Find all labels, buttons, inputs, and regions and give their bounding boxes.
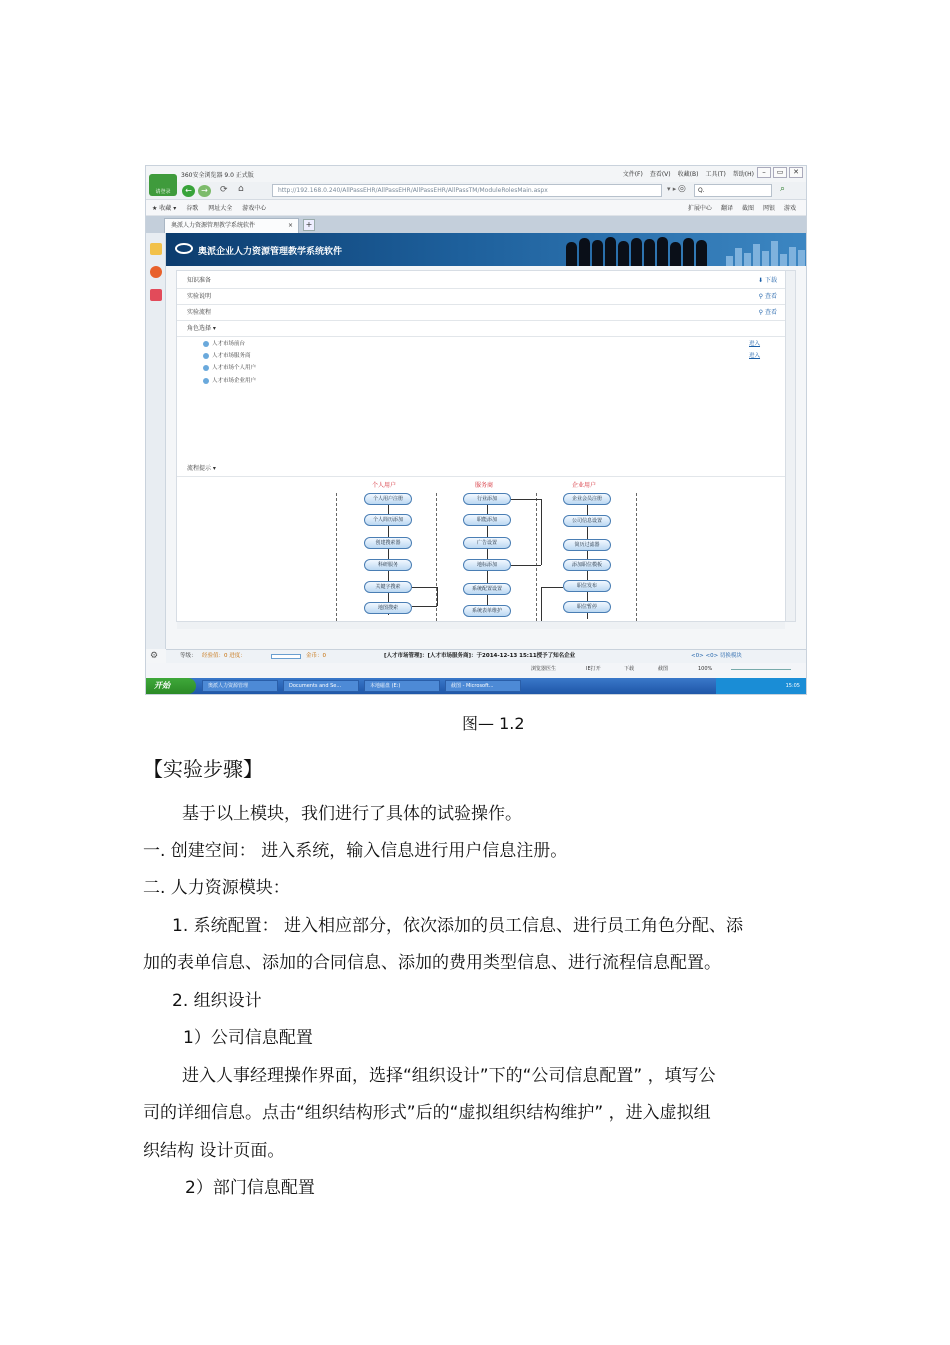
browser-logo[interactable] [149,174,177,196]
sidebar-weibo-icon[interactable] [150,266,162,278]
banner-city-graphic [726,239,806,266]
browser-title: 360安全浏览器 9.0 正式版 [181,172,254,179]
settings-gear-icon[interactable]: ⚙ [150,651,159,661]
gold-label: 金币：0 [306,653,326,659]
figure-caption: 图— 1.2 [462,714,525,733]
task-item[interactable]: Documents and Se... [283,680,359,692]
tab-main[interactable] [164,218,299,233]
refresh-icon[interactable]: ⟳ [220,185,228,195]
flow-node[interactable]: 关键字搜索 [364,581,412,593]
sidebar-app-icon[interactable] [150,289,162,301]
tool-screenshot[interactable]: 截图 [741,205,754,212]
tab-close-icon[interactable]: × [287,222,293,229]
task-item[interactable]: 本地磁盘 (E:) [364,680,440,692]
browser-sidebar [146,233,166,649]
flow-header-service: 服务商 [475,482,494,489]
paragraph-line: 1. 系统配置： 进入相应部分，依次添加的员工信息、进行员工角色分配、添 [172,916,744,936]
section-heading: 【实验步骤】 [143,757,263,781]
flow-connector [511,565,541,566]
menu-file[interactable]: 文件(F) [622,171,643,178]
paragraph-line: 进入人事经理操作界面，选择“组织设计”下的“公司信息配置” ，填写公 [182,1066,716,1086]
favorites-menu[interactable]: ★ 收藏 ▾ [152,205,177,212]
app-title: 奥派企业人力资源管理教学系统软件 [198,247,343,257]
browser-tools [688,203,806,212]
enter-link[interactable]: 进入 [749,353,761,359]
start-button[interactable]: 开始 [146,678,196,694]
vertical-scrollbar[interactable] [785,271,795,621]
task-item[interactable]: 截图 - Microsoft... [445,680,521,692]
enter-link[interactable]: 进入 [749,341,761,347]
tool-games[interactable]: 游戏 [783,205,796,212]
flow-divider [336,493,337,621]
role-item[interactable]: 人才市场企业用户 [203,376,256,384]
tool-extensions[interactable]: 扩展中心 [687,205,712,212]
menu-tools[interactable]: 工具(T) [705,171,726,178]
zoom-level[interactable]: 100% [698,666,713,672]
app-logo-icon [175,243,193,254]
switch-module[interactable]: <0> <0> 切换模块 [691,653,742,659]
status-download[interactable]: 下载 [624,666,635,672]
flow-node[interactable]: 公司信息设置 [563,515,611,527]
browser-navbar [146,182,806,200]
row-label: 实验流程 [187,309,212,316]
paragraph-line: 基于以上模块，我们进行了具体的试验操作。 [182,804,522,824]
task-item[interactable]: 奥派人力资源管理 [202,680,278,692]
menu-favorites[interactable]: 收藏(B) [677,171,699,178]
flow-connector [437,587,438,606]
home-icon[interactable]: ⌂ [238,184,244,194]
role-item[interactable]: 人才市场前台 [203,339,245,347]
url-dropdown-icon[interactable]: ▾ ▸ [667,185,677,193]
horizontal-scrollbar[interactable] [177,621,785,629]
back-arrow-icon[interactable]: ← [182,185,195,197]
browser-statusbar [146,663,806,677]
flow-node[interactable]: 科研服务 [364,559,412,571]
flow-connector [541,587,542,621]
flow-node[interactable]: 职能添加 [463,514,511,526]
embedded-screenshot [145,165,807,695]
level-label: 等级： [180,653,197,659]
flow-node[interactable]: 职位暂停 [563,601,611,613]
favorite-directory[interactable]: 网址大全 [208,205,233,212]
flow-node[interactable]: 企业会员注册 [563,493,611,505]
tool-translate[interactable]: 翻译 [720,205,733,212]
status-screenshot[interactable]: 截图 [658,666,669,672]
row-label: 实验说明 [187,293,212,300]
paragraph-line: 织结构 设计页面。 [143,1141,285,1161]
close-window-button[interactable]: ✕ [789,167,803,178]
role-item[interactable]: 人才市场服务商 [203,351,251,359]
tab-bar [146,216,806,233]
app-content-panel [176,270,796,622]
flow-connector [511,499,541,500]
windows-taskbar [146,678,806,694]
flow-header-company: 企业用户 [572,482,597,489]
flow-node[interactable]: 个人简历添加 [364,514,412,526]
app-statusbar [166,649,806,663]
flow-node[interactable]: 地图搜索 [364,602,412,614]
system-tray [716,678,806,694]
row-process [177,305,785,321]
flow-node[interactable]: 简历过滤器 [563,539,611,551]
flow-header-personal: 个人用户 [372,482,397,489]
zoom-slider[interactable] [731,669,791,670]
download-link[interactable]: ⬇ 下载 [758,277,777,284]
paragraph-line: 1）公司信息配置 [183,1028,313,1048]
flow-connector [541,499,542,565]
row-label: 角色选择 ▾ [187,325,216,332]
flow-node[interactable]: 创建搜索器 [364,537,412,549]
flow-node[interactable]: 个人用户注册 [364,493,412,505]
new-tab-button[interactable]: + [303,219,315,231]
row-instructions [177,289,785,305]
flow-node[interactable]: 地标添加 [463,559,511,571]
flow-divider [536,493,537,621]
search-input[interactable]: Q. [694,184,772,197]
row-label: 流程提示 ▾ [187,465,216,472]
browser-titlebar [146,166,806,182]
search-icon[interactable]: ⌕ [780,184,786,194]
flow-divider [636,493,637,621]
progress-bar [271,654,301,659]
role-item[interactable]: 人才市场个人用户 [203,363,256,371]
flow-connector [412,587,437,588]
menu-help[interactable]: 帮助(H) [732,171,754,178]
paragraph-line: 2. 组织设计 [172,991,262,1011]
banner-people-graphic [566,236,721,266]
paragraph-line: 一. 创建空间： 进入系统，输入信息进行用户信息注册。 [143,841,568,861]
row-flow-hint[interactable] [177,461,785,477]
favorite-google[interactable]: 谷歌 [186,205,199,212]
flow-node[interactable]: 系统配置设置 [463,583,511,595]
flow-node[interactable]: 广告设置 [463,537,511,549]
maximize-button[interactable]: ▭ [773,167,787,178]
tool-bank[interactable]: 网银 [762,205,775,212]
browser-menu [623,169,754,178]
flow-connector [541,587,563,588]
paragraph-line: 二. 人力资源模块： [143,878,290,898]
menu-view[interactable]: 查看(V) [649,171,671,178]
paragraph-line: 2）部门信息配置 [185,1178,315,1198]
shield-icon[interactable]: ◎ [678,184,686,194]
status-message: [人才市场管理]：[人才市场服务商]：于2014-12-13 15:11授予了知名企业 [384,653,576,659]
login-label[interactable]: 请登录 [155,189,171,195]
row-role-select[interactable] [177,321,785,337]
view-link[interactable]: ⚲ 查看 [758,309,777,316]
tab-label: 奥派人力资源管理教学系统软件 [171,222,256,229]
flow-node[interactable]: 职位发布 [563,580,611,592]
exp-label: 经验值：0 进度： [202,653,246,659]
flow-connector [412,606,437,607]
row-knowledge [177,273,785,289]
address-bar[interactable]: http://192.168.0.240/AllPassEHR/AllPassEHR/AllPassEHR/AllPassTM/ModuleRolesMain.aspx [272,184,662,197]
view-link[interactable]: ⚲ 查看 [758,293,777,300]
row-label: 知识准备 [187,277,212,284]
favorites-bar [146,200,806,216]
paragraph-line: 司的详细信息。点击“组织结构形式”后的“虚拟组织结构维护” ，进入虚拟组 [143,1103,711,1123]
window-buttons [757,167,803,178]
app-banner [166,233,806,266]
flow-node[interactable]: 系统表单维护 [463,605,511,617]
status-doctor[interactable]: 浏览器医生 [531,666,557,672]
flow-node[interactable]: 行业添加 [463,493,511,505]
clock: 15:05 [785,683,800,689]
favorite-games[interactable]: 游戏中心 [242,205,267,212]
status-ie-open[interactable]: IE打开 [586,666,601,672]
paragraph-line: 加的表单信息、添加的合同信息、添加的费用类型信息、进行流程信息配置。 [143,953,721,973]
sidebar-star-icon[interactable] [150,243,162,255]
flow-node[interactable]: 添加职位模板 [563,559,611,571]
minimize-button[interactable]: – [757,167,771,178]
forward-arrow-icon[interactable]: → [198,185,211,197]
